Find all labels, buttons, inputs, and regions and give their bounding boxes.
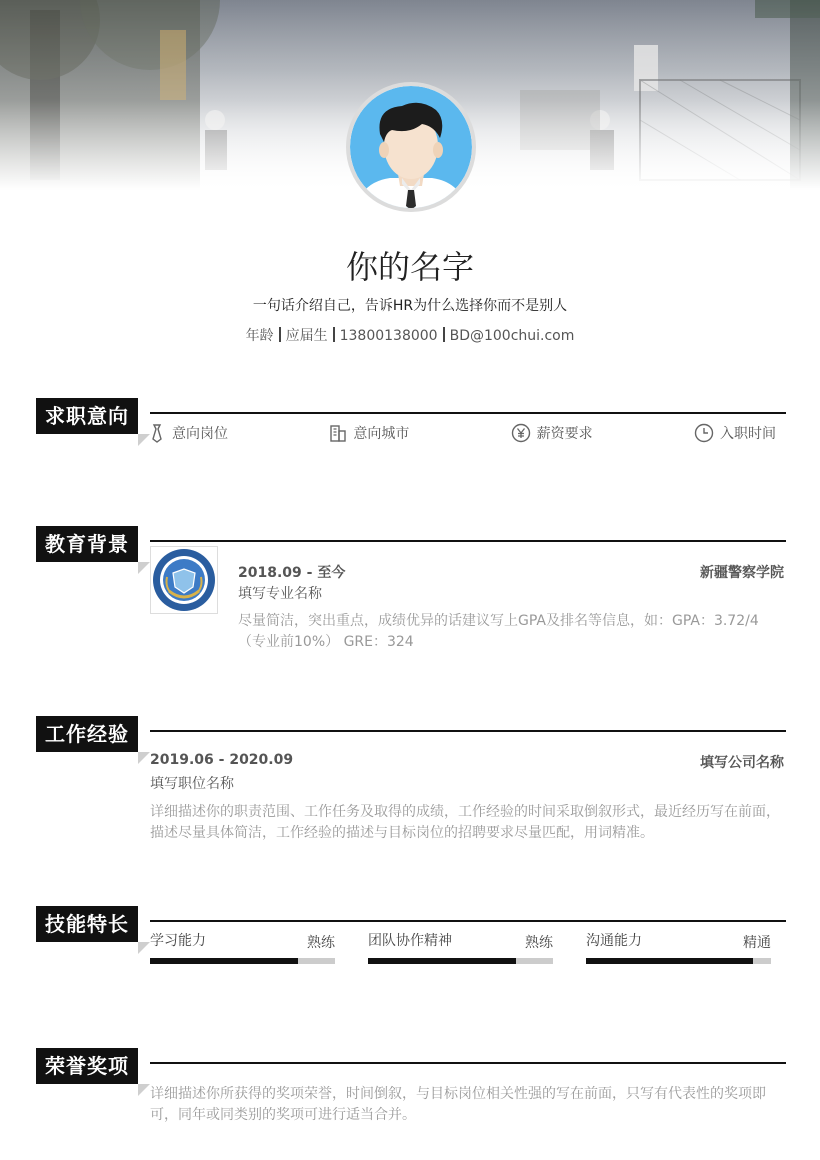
company-name: 填写公司名称 bbox=[700, 755, 784, 771]
section-title: 技能特长 bbox=[36, 906, 138, 942]
section-honors bbox=[36, 1048, 786, 1138]
school-logo bbox=[150, 546, 218, 614]
section-divider bbox=[150, 1062, 786, 1064]
intent-label: 意向城市 bbox=[353, 426, 410, 442]
contact-separator bbox=[443, 327, 445, 342]
skill-label: 学习能力 bbox=[150, 933, 206, 949]
skill-bar-fill bbox=[368, 958, 516, 964]
avatar-illustration bbox=[350, 86, 472, 208]
yen-icon bbox=[511, 423, 531, 443]
major-name: 填写专业名称 bbox=[238, 586, 322, 602]
skill-label: 沟通能力 bbox=[586, 933, 642, 949]
section-title: 教育背景 bbox=[36, 526, 138, 562]
title-fold bbox=[138, 562, 150, 574]
clock-icon bbox=[694, 423, 714, 443]
section-title: 荣誉奖项 bbox=[36, 1048, 138, 1084]
contact-separator bbox=[333, 327, 335, 342]
section-divider bbox=[150, 920, 786, 922]
intent-salary bbox=[511, 422, 593, 444]
skill-level: 熟练 bbox=[525, 935, 553, 951]
contact-separator bbox=[279, 327, 281, 342]
intent-label: 意向岗位 bbox=[172, 426, 228, 442]
intent-items bbox=[148, 422, 776, 444]
school-emblem bbox=[151, 547, 217, 613]
intent-label: 薪资要求 bbox=[536, 426, 593, 442]
title-fold bbox=[138, 752, 150, 764]
contact-age: 年龄 bbox=[245, 328, 274, 344]
work-description: 详细描述你的职责范围、工作任务及取得的成绩，工作经验的时间采取倒叙形式，最近经历写在前面，描述尽量具体简洁，工作经验的描述与目标岗位的招聘要求尽量匹配，用词精准。 bbox=[150, 804, 780, 841]
skill-item bbox=[586, 930, 771, 970]
section-divider bbox=[150, 540, 786, 542]
skill-bar-fill bbox=[586, 958, 753, 964]
candidate-name: 你的名字 bbox=[345, 248, 474, 286]
intent-position bbox=[148, 422, 228, 444]
skill-level: 熟练 bbox=[307, 935, 335, 951]
section-title: 工作经验 bbox=[36, 716, 138, 752]
skill-bar-track bbox=[150, 958, 335, 964]
section-job-intent bbox=[36, 398, 786, 468]
position-name: 填写职位名称 bbox=[150, 776, 234, 792]
skill-level: 精通 bbox=[743, 935, 771, 951]
education-description: 尽量简洁，突出重点，成绩优异的话建议写上GPA及排名等信息，如：GPA：3.72/4（专业前10%） GRE：324 bbox=[238, 613, 759, 650]
section-education bbox=[36, 526, 786, 666]
work-date: 2019.06 - 2020.09 bbox=[150, 752, 294, 768]
contact-phone: 13800138000 bbox=[339, 328, 438, 344]
skill-bar-track bbox=[368, 958, 553, 964]
intent-start-date bbox=[694, 422, 776, 444]
intent-city bbox=[329, 422, 409, 444]
contact-email: BD@100chui.com bbox=[449, 328, 575, 344]
title-fold bbox=[138, 1084, 150, 1096]
section-divider bbox=[150, 730, 786, 732]
section-divider bbox=[150, 412, 786, 414]
skill-label: 团队协作精神 bbox=[368, 933, 452, 949]
tie-icon bbox=[148, 423, 166, 443]
education-date: 2018.09 - 至今 bbox=[238, 565, 346, 581]
avatar bbox=[346, 82, 476, 212]
building-icon bbox=[329, 423, 347, 443]
contact-line bbox=[0, 325, 820, 345]
school-name: 新疆警察学院 bbox=[700, 565, 784, 581]
contact-status: 应届生 bbox=[285, 328, 328, 344]
skill-bar-fill bbox=[150, 958, 298, 964]
intent-label: 入职时间 bbox=[719, 426, 776, 442]
title-fold bbox=[138, 942, 150, 954]
skill-item bbox=[368, 930, 553, 970]
skill-bar-track bbox=[586, 958, 771, 964]
section-skills bbox=[36, 906, 786, 986]
section-title: 求职意向 bbox=[36, 398, 138, 434]
honors-description: 详细描述你所获得的奖项荣誉，时间倒叙，与目标岗位相关性强的写在前面，只写有代表性的奖项即可，同年或同类别的奖项可进行适当合并。 bbox=[150, 1086, 766, 1123]
self-introduction: 一句话介绍自己，告诉HR为什么选择你而不是别人 bbox=[252, 298, 568, 314]
skill-item bbox=[150, 930, 335, 970]
section-work-experience bbox=[36, 716, 786, 856]
